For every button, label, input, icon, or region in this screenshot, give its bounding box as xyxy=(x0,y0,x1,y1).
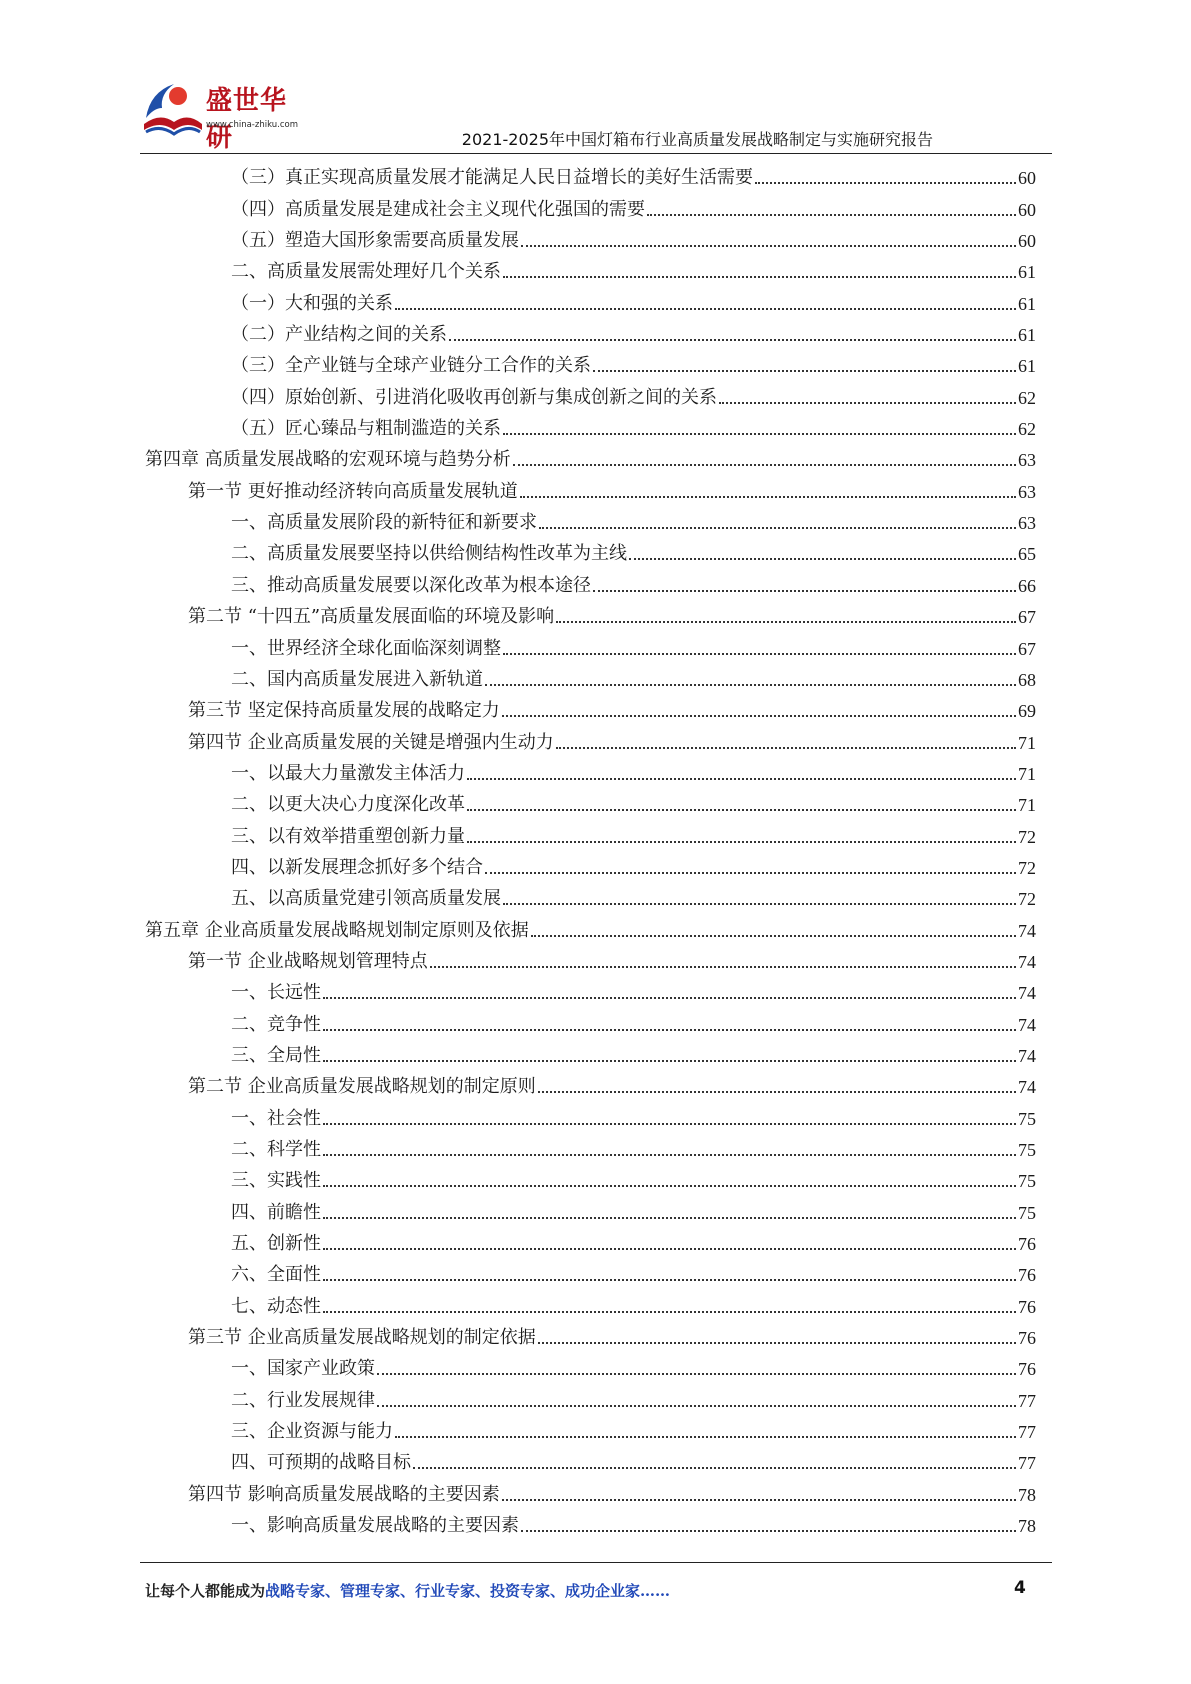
toc-entry[interactable] xyxy=(145,1067,1036,1098)
toc-entry-title: （五）匠心臻品与粗制滥造的关系 xyxy=(231,418,501,440)
toc-entry[interactable] xyxy=(145,377,1036,408)
toc-dot-leader xyxy=(323,1279,1016,1281)
toc-entry-title: 第四节 影响高质量发展战略的主要因素 xyxy=(188,1483,500,1505)
toc-entry[interactable] xyxy=(145,471,1036,502)
toc-entry-title: （五）塑造大国形象需要高质量发展 xyxy=(231,230,519,252)
toc-entry-title: 二、行业发展规律 xyxy=(231,1389,375,1411)
toc-dot-leader xyxy=(503,653,1016,655)
toc-entry-page: 76 xyxy=(1018,1234,1036,1255)
toc-entry[interactable] xyxy=(145,942,1036,973)
toc-entry-page: 71 xyxy=(1018,763,1036,784)
toc-entry-title: 一、世界经济全球化面临深刻调整 xyxy=(231,637,501,659)
toc-entry-title: 第三节 企业高质量发展战略规划的制定依据 xyxy=(188,1327,536,1349)
toc-entry-page: 62 xyxy=(1018,387,1036,408)
toc-dot-leader xyxy=(395,308,1016,310)
toc-entry-page: 66 xyxy=(1018,575,1036,596)
toc-entry-title: 四、可预期的战略目标 xyxy=(231,1452,411,1474)
toc-dot-leader xyxy=(503,276,1016,278)
toc-entry-page: 75 xyxy=(1018,1108,1036,1129)
table-of-contents xyxy=(145,158,1036,1537)
toc-entry-page: 67 xyxy=(1018,638,1036,659)
toc-entry[interactable] xyxy=(145,252,1036,283)
toc-entry-title: 三、以有效举措重塑创新力量 xyxy=(231,825,465,847)
toc-entry[interactable] xyxy=(145,1224,1036,1255)
toc-entry-title: 第四节 企业高质量发展的关键是增强内生动力 xyxy=(188,731,554,753)
toc-entry[interactable] xyxy=(145,910,1036,941)
toc-entry[interactable] xyxy=(145,1036,1036,1067)
toc-entry-page: 60 xyxy=(1018,199,1036,220)
toc-dot-leader xyxy=(467,841,1016,843)
toc-entry[interactable] xyxy=(145,158,1036,189)
toc-entry-page: 61 xyxy=(1018,262,1036,283)
toc-entry-title: 一、高质量发展阶段的新特征和新要求 xyxy=(231,512,537,534)
toc-entry-page: 61 xyxy=(1018,293,1036,314)
toc-entry-page: 76 xyxy=(1018,1265,1036,1286)
toc-entry-title: 二、以更大决心力度深化改革 xyxy=(231,794,465,816)
toc-dot-leader xyxy=(323,1029,1016,1031)
logo-url: www.china-zhiku.com xyxy=(206,120,298,130)
toc-entry[interactable] xyxy=(145,1506,1036,1537)
toc-dot-leader xyxy=(593,370,1016,372)
toc-entry[interactable] xyxy=(145,1349,1036,1380)
toc-entry-title: 二、高质量发展需处理好几个关系 xyxy=(231,261,501,283)
toc-entry[interactable] xyxy=(145,722,1036,753)
toc-entry-page: 72 xyxy=(1018,889,1036,910)
toc-entry-page: 76 xyxy=(1018,1296,1036,1317)
toc-entry[interactable] xyxy=(145,973,1036,1004)
toc-entry-title: 一、社会性 xyxy=(231,1107,321,1129)
toc-entry-page: 71 xyxy=(1018,732,1036,753)
toc-dot-leader xyxy=(531,935,1016,937)
toc-entry-title: 七、动态性 xyxy=(231,1295,321,1317)
toc-entry[interactable] xyxy=(145,628,1036,659)
toc-entry-page: 77 xyxy=(1018,1453,1036,1474)
toc-entry-title: 四、前瞻性 xyxy=(231,1201,321,1223)
toc-dot-leader xyxy=(413,1467,1016,1469)
toc-entry[interactable] xyxy=(145,221,1036,252)
toc-entry[interactable] xyxy=(145,660,1036,691)
toc-entry-page: 75 xyxy=(1018,1140,1036,1160)
toc-dot-leader xyxy=(485,872,1016,874)
toc-entry-title: 一、影响高质量发展战略的主要因素 xyxy=(231,1515,519,1537)
toc-entry[interactable] xyxy=(145,1474,1036,1505)
toc-entry[interactable] xyxy=(145,1161,1036,1192)
toc-dot-leader xyxy=(323,1123,1016,1125)
toc-entry-title: 二、国内高质量发展进入新轨道 xyxy=(231,668,483,690)
toc-entry-page: 61 xyxy=(1018,325,1036,346)
toc-entry-page: 74 xyxy=(1018,1077,1036,1098)
toc-entry-page: 75 xyxy=(1018,1202,1036,1223)
toc-entry[interactable] xyxy=(145,409,1036,440)
toc-entry[interactable] xyxy=(145,1443,1036,1474)
toc-entry-page: 78 xyxy=(1018,1516,1036,1537)
toc-entry-title: 三、实践性 xyxy=(231,1170,321,1192)
toc-entry-page: 61 xyxy=(1018,356,1036,377)
toc-entry[interactable] xyxy=(145,1004,1036,1035)
toc-entry[interactable] xyxy=(145,816,1036,847)
toc-dot-leader xyxy=(395,1436,1016,1438)
toc-dot-leader xyxy=(377,1405,1016,1407)
toc-entry-title: 第四章 高质量发展战略的宏观环境与趋势分析 xyxy=(145,449,511,471)
toc-entry-title: 五、以高质量党建引领高质量发展 xyxy=(231,888,501,910)
toc-entry-title: 第五章 企业高质量发展战略规划制定原则及依据 xyxy=(145,919,529,941)
toc-entry-title: （三）全产业链与全球产业链分工合作的关系 xyxy=(231,355,591,377)
footer-slogan xyxy=(145,1580,670,1601)
toc-dot-leader xyxy=(556,621,1016,623)
toc-entry-page: 62 xyxy=(1018,419,1036,440)
page-number: 4 xyxy=(1014,1578,1026,1598)
toc-entry-title: 一、以最大力量激发主体活力 xyxy=(231,762,465,784)
toc-entry-page: 68 xyxy=(1018,669,1036,690)
toc-entry[interactable] xyxy=(145,1412,1036,1443)
toc-dot-leader xyxy=(593,590,1016,592)
toc-entry-title: 第一节 企业战略规划管理特点 xyxy=(188,950,428,972)
toc-entry-title: 一、国家产业政策 xyxy=(231,1358,375,1380)
toc-entry[interactable] xyxy=(145,315,1036,346)
toc-entry-title: 一、长远性 xyxy=(231,982,321,1004)
toc-dot-leader xyxy=(647,214,1016,216)
toc-entry-page: 69 xyxy=(1018,701,1036,722)
toc-dot-leader xyxy=(513,464,1016,466)
toc-entry[interactable] xyxy=(145,1192,1036,1223)
toc-entry[interactable] xyxy=(145,754,1036,785)
toc-entry-page: 78 xyxy=(1018,1484,1036,1505)
toc-dot-leader xyxy=(467,778,1016,780)
toc-dot-leader xyxy=(503,903,1016,905)
report-title: 2021-2025年中国灯箱布行业高质量发展战略制定与实施研究报告 xyxy=(461,130,933,149)
toc-entry[interactable] xyxy=(145,1255,1036,1286)
toc-entry-page: 63 xyxy=(1018,450,1036,471)
toc-entry-page: 74 xyxy=(1018,983,1036,1004)
toc-entry-page: 75 xyxy=(1018,1171,1036,1192)
toc-entry-page: 76 xyxy=(1018,1328,1036,1349)
toc-dot-leader xyxy=(323,1311,1016,1313)
toc-entry[interactable] xyxy=(145,1098,1036,1129)
toc-dot-leader xyxy=(323,997,1016,999)
page-header xyxy=(0,0,1191,153)
toc-entry[interactable] xyxy=(145,848,1036,879)
toc-entry[interactable] xyxy=(145,1380,1036,1411)
toc-entry-title: （一）大和强的关系 xyxy=(231,292,393,314)
toc-dot-leader xyxy=(538,1091,1016,1093)
toc-entry-title: 第三节 坚定保持高质量发展的战略定力 xyxy=(188,700,500,722)
footer-divider xyxy=(140,1562,1052,1563)
toc-entry[interactable] xyxy=(145,440,1036,471)
toc-entry[interactable] xyxy=(145,1286,1036,1317)
toc-dot-leader xyxy=(502,715,1016,717)
toc-entry-page: 72 xyxy=(1018,857,1036,878)
toc-dot-leader xyxy=(323,1060,1016,1062)
toc-entry[interactable] xyxy=(145,283,1036,314)
toc-entry-page: 76 xyxy=(1018,1359,1036,1380)
toc-entry[interactable] xyxy=(145,691,1036,722)
toc-entry[interactable] xyxy=(145,879,1036,910)
header-divider xyxy=(140,153,1052,154)
toc-dot-leader xyxy=(323,1154,1016,1156)
toc-dot-leader xyxy=(521,1530,1016,1532)
toc-entry-title: （二）产业结构之间的关系 xyxy=(231,324,447,346)
toc-entry-title: （三）真正实现高质量发展才能满足人民日益增长的美好生活需要 xyxy=(231,167,753,189)
toc-dot-leader xyxy=(485,684,1016,686)
toc-entry-page: 77 xyxy=(1018,1422,1036,1443)
toc-dot-leader xyxy=(323,1185,1016,1187)
toc-entry-page: 65 xyxy=(1018,544,1036,565)
toc-entry-page: 60 xyxy=(1018,168,1036,189)
toc-dot-leader xyxy=(502,1499,1016,1501)
logo-text: 盛世华研 xyxy=(206,86,288,153)
toc-entry[interactable] xyxy=(145,346,1036,377)
toc-entry-title: 四、以新发展理念抓好多个结合 xyxy=(231,856,483,878)
toc-entry[interactable] xyxy=(145,534,1036,565)
toc-dot-leader xyxy=(430,966,1016,968)
toc-entry-title: 第一节 更好推动经济转向高质量发展轨道 xyxy=(188,480,518,502)
toc-dot-leader xyxy=(377,1373,1016,1375)
toc-entry-title: 五、创新性 xyxy=(231,1233,321,1255)
toc-dot-leader xyxy=(521,245,1016,247)
toc-entry[interactable] xyxy=(145,503,1036,534)
toc-entry-page: 74 xyxy=(1018,951,1036,972)
footer-slogan-roles: 战略专家、管理专家、行业专家、投资专家、成功企业家…… xyxy=(265,1582,671,1600)
toc-entry-title: 三、企业资源与能力 xyxy=(231,1421,393,1443)
toc-dot-leader xyxy=(503,433,1016,435)
toc-entry-page: 60 xyxy=(1018,231,1036,252)
toc-entry-title: （四）原始创新、引进消化吸收再创新与集成创新之间的关系 xyxy=(231,386,717,408)
toc-entry-page: 67 xyxy=(1018,607,1036,628)
toc-entry-title: 第二节 “十四五”高质量发展面临的环境及影响 xyxy=(188,606,555,628)
toc-entry-page: 63 xyxy=(1018,513,1036,534)
toc-entry-title: 二、高质量发展要坚持以供给侧结构性改革为主线 xyxy=(231,543,627,565)
toc-dot-leader xyxy=(629,558,1016,560)
toc-entry-page: 74 xyxy=(1018,1045,1036,1066)
toc-dot-leader xyxy=(323,1217,1016,1219)
toc-entry-title: （四）高质量发展是建成社会主义现代化强国的需要 xyxy=(231,198,645,220)
toc-entry-title: 六、全面性 xyxy=(231,1264,321,1286)
toc-dot-leader xyxy=(467,809,1016,811)
toc-entry[interactable] xyxy=(145,597,1036,628)
toc-entry-title: 第二节 企业高质量发展战略规划的制定原则 xyxy=(188,1076,536,1098)
toc-entry-page: 72 xyxy=(1018,826,1036,847)
toc-entry-page: 74 xyxy=(1018,920,1036,941)
toc-entry[interactable] xyxy=(145,785,1036,816)
toc-entry[interactable] xyxy=(145,1318,1036,1349)
toc-entry[interactable] xyxy=(145,565,1036,596)
toc-dot-leader xyxy=(538,1342,1016,1344)
toc-entry[interactable] xyxy=(145,1130,1036,1161)
footer-slogan-prefix: 让每个人都能成为 xyxy=(145,1582,266,1600)
toc-entry-title: 二、竞争性 xyxy=(231,1013,321,1035)
toc-dot-leader xyxy=(755,182,1016,184)
toc-entry-page: 74 xyxy=(1018,1014,1036,1035)
toc-dot-leader xyxy=(719,402,1016,404)
toc-entry-page: 63 xyxy=(1018,481,1036,502)
toc-entry-title: 二、科学性 xyxy=(231,1139,321,1160)
toc-entry-title: 三、全局性 xyxy=(231,1044,321,1066)
toc-dot-leader xyxy=(539,527,1016,529)
toc-dot-leader xyxy=(520,496,1016,498)
toc-dot-leader xyxy=(556,747,1016,749)
toc-entry-page: 71 xyxy=(1018,795,1036,816)
toc-entry-page: 77 xyxy=(1018,1390,1036,1411)
toc-entry[interactable] xyxy=(145,189,1036,220)
toc-entry-title: 三、推动高质量发展要以深化改革为根本途径 xyxy=(231,574,591,596)
toc-dot-leader xyxy=(323,1248,1016,1250)
toc-dot-leader xyxy=(449,339,1016,341)
